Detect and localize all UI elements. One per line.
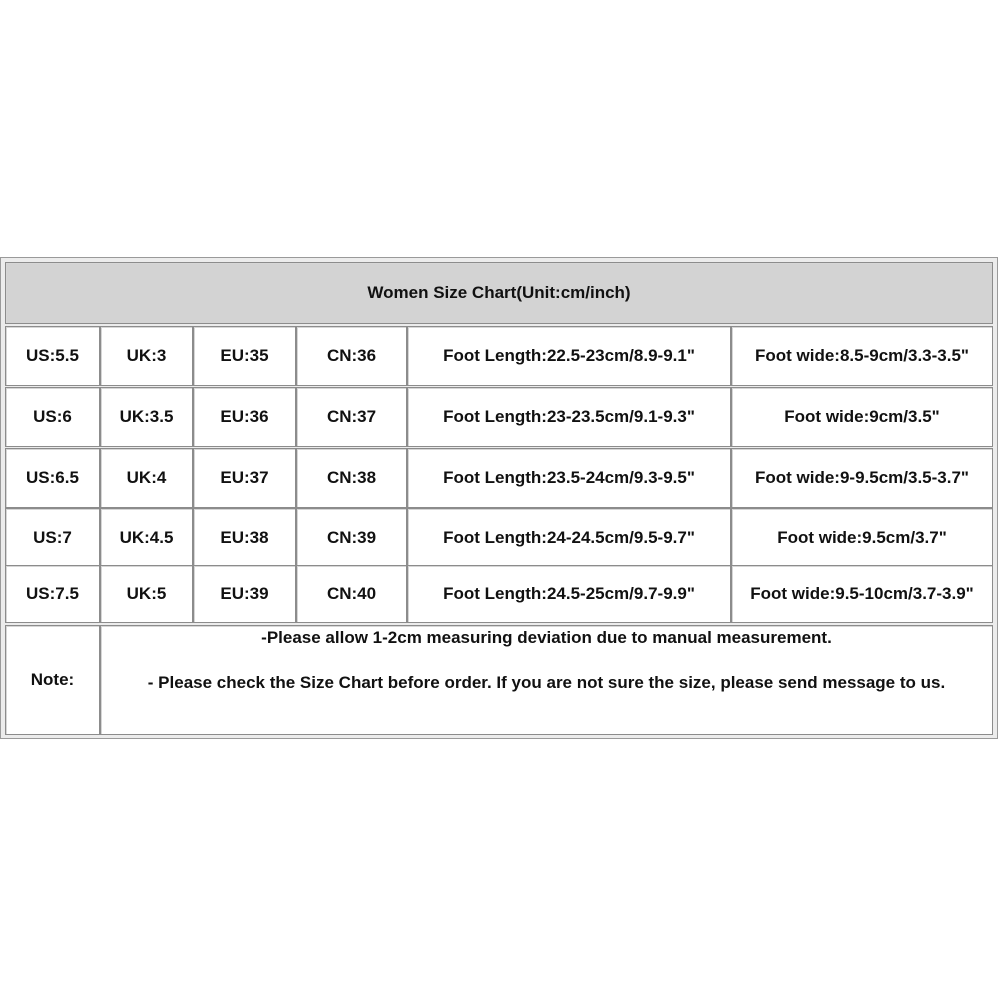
uk-size-cell: UK:3.5 xyxy=(100,387,193,447)
eu-size-cell: EU:38 xyxy=(193,508,296,568)
table-title: Women Size Chart(Unit:cm/inch) xyxy=(5,262,993,324)
eu-size-cell: EU:36 xyxy=(193,387,296,447)
cn-size-cell: CN:36 xyxy=(296,326,407,386)
uk-size-cell: UK:5 xyxy=(100,565,193,623)
us-size-cell: US:6.5 xyxy=(5,448,100,508)
cn-size-cell: CN:37 xyxy=(296,387,407,447)
uk-size-cell: UK:3 xyxy=(100,326,193,386)
foot-width-cell: Foot wide:9-9.5cm/3.5-3.7" xyxy=(731,448,993,508)
foot-length-cell: Foot Length:24-24.5cm/9.5-9.7" xyxy=(407,508,731,568)
cn-size-cell: CN:40 xyxy=(296,565,407,623)
us-size-cell: US:5.5 xyxy=(5,326,100,386)
eu-size-cell: EU:39 xyxy=(193,565,296,623)
foot-width-cell: Foot wide:8.5-9cm/3.3-3.5" xyxy=(731,326,993,386)
foot-width-cell: Foot wide:9cm/3.5" xyxy=(731,387,993,447)
us-size-cell: US:7.5 xyxy=(5,565,100,623)
eu-size-cell: EU:37 xyxy=(193,448,296,508)
foot-length-cell: Foot Length:23-23.5cm/9.1-9.3" xyxy=(407,387,731,447)
cn-size-cell: CN:38 xyxy=(296,448,407,508)
foot-length-cell: Foot Length:22.5-23cm/8.9-9.1" xyxy=(407,326,731,386)
note-line: -Please allow 1-2cm measuring deviation due to manual measurement. xyxy=(261,628,832,647)
us-size-cell: US:7 xyxy=(5,508,100,568)
note-text xyxy=(100,625,993,735)
foot-width-cell: Foot wide:9.5-10cm/3.7-3.9" xyxy=(731,565,993,623)
note-line: - Please check the Size Chart before order. If you are not sure the size, please send message to us. xyxy=(147,673,946,692)
eu-size-cell: EU:35 xyxy=(193,326,296,386)
note-label: Note: xyxy=(5,625,100,735)
foot-length-cell: Foot Length:23.5-24cm/9.3-9.5" xyxy=(407,448,731,508)
foot-length-cell: Foot Length:24.5-25cm/9.7-9.9" xyxy=(407,565,731,623)
us-size-cell: US:6 xyxy=(5,387,100,447)
uk-size-cell: UK:4.5 xyxy=(100,508,193,568)
cn-size-cell: CN:39 xyxy=(296,508,407,568)
uk-size-cell: UK:4 xyxy=(100,448,193,508)
foot-width-cell: Foot wide:9.5cm/3.7" xyxy=(731,508,993,568)
size-chart-table xyxy=(0,257,998,739)
